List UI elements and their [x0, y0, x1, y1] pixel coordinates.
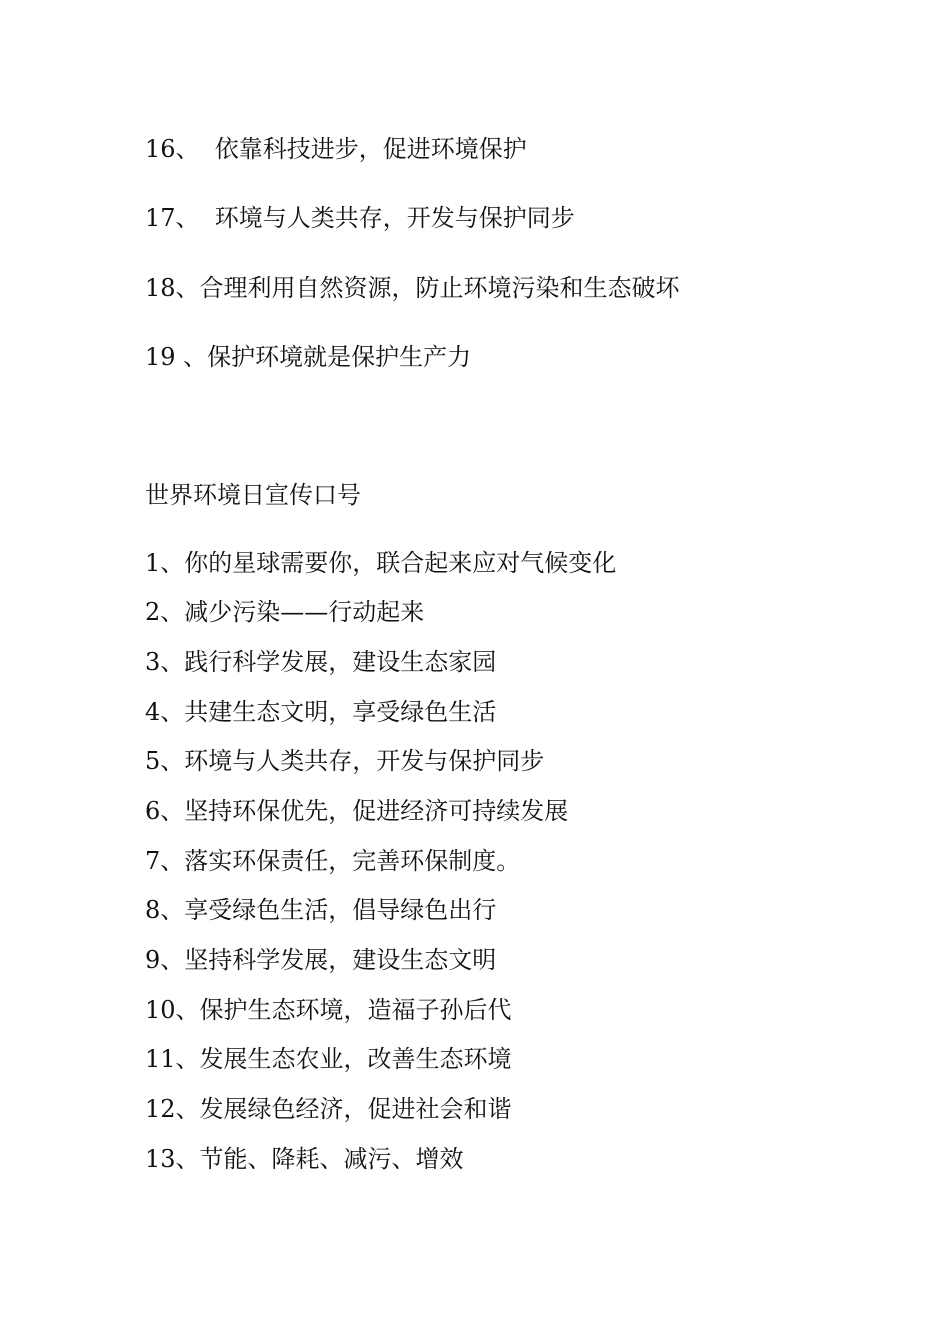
slogan-item-12: 12、发展绿色经济，促进社会和谐	[145, 1095, 512, 1123]
slogan-item-9: 9、坚持科学发展，建设生态文明	[145, 946, 497, 974]
slogan-item-6: 6、坚持环保优先，促进经济可持续发展	[145, 797, 569, 825]
top-list-item-17: 17、 环境与人类共存，开发与保护同步	[145, 204, 575, 232]
slogan-item-1: 1、你的星球需要你，联合起来应对气候变化	[145, 549, 617, 577]
slogan-item-3: 3、践行科学发展，建设生态家园	[145, 648, 497, 676]
section-title: 世界环境日宣传口号	[145, 481, 361, 509]
top-list-item-18: 18、合理利用自然资源，防止环境污染和生态破坏	[145, 274, 680, 302]
slogan-item-4: 4、共建生态文明，享受绿色生活	[145, 698, 497, 726]
top-list-item-19: 19 、保护环境就是保护生产力	[145, 343, 472, 371]
slogan-item-5: 5、环境与人类共存，开发与保护同步	[145, 747, 545, 775]
slogan-item-7: 7、落实环保责任，完善环保制度。	[145, 847, 521, 875]
top-list-item-16: 16、 依靠科技进步，促进环境保护	[145, 135, 527, 163]
slogan-item-13: 13、节能、降耗、减污、增效	[145, 1145, 464, 1173]
slogan-item-11: 11、发展生态农业，改善生态环境	[145, 1045, 512, 1073]
slogan-item-2: 2、减少污染——行动起来	[145, 598, 425, 626]
slogan-item-8: 8、享受绿色生活，倡导绿色出行	[145, 896, 497, 924]
slogan-item-10: 10、保护生态环境，造福子孙后代	[145, 996, 512, 1024]
